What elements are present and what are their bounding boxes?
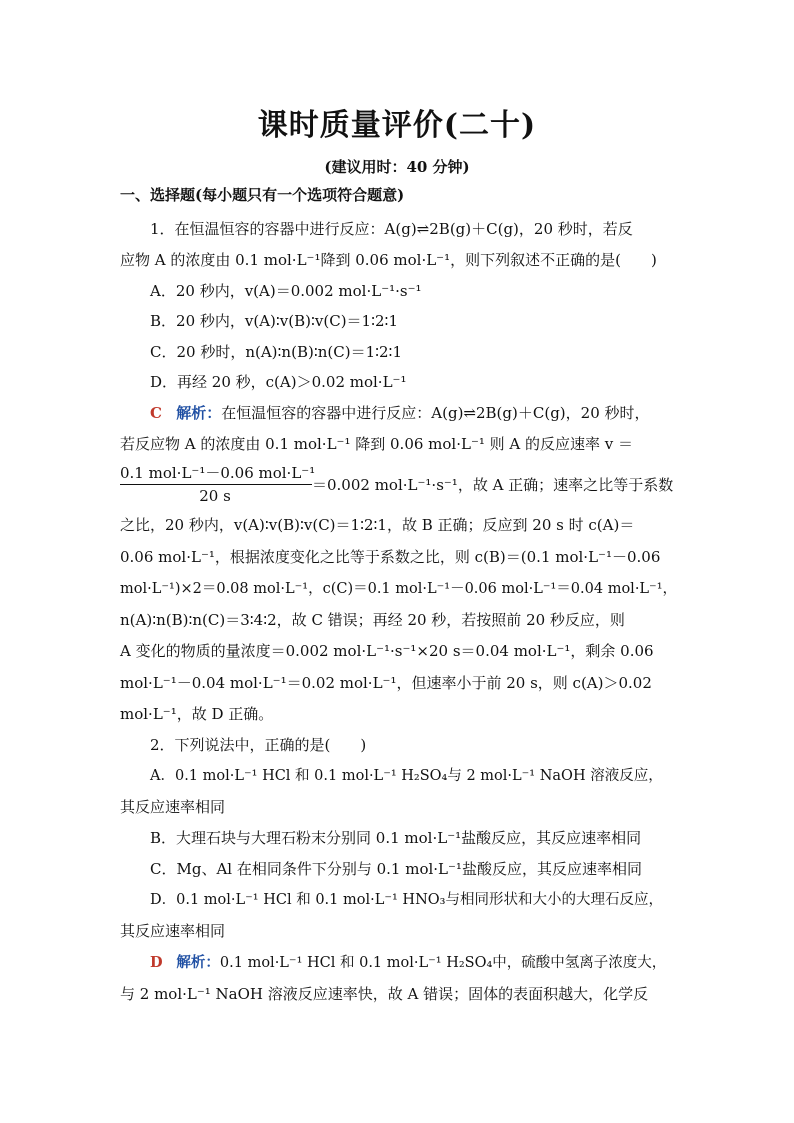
q1-analysis-line9: mol·L⁻¹－0.04 mol·L⁻¹＝0.02 mol·L⁻¹，但速率小于前 20 s，则 c(A)＞0.02 [120,674,652,692]
q2-option-a-line1: A．0.1 mol·L⁻¹ HCl 和 0.1 mol·L⁻¹ H₂SO₄与 2 mol·L⁻¹ NaOH 溶液反应， [150,768,663,784]
fraction-denominator: 20 s [199,487,231,505]
rate-fraction [120,462,316,505]
q1-stem-line2: 应物 A 的浓度由 0.1 mol·L⁻¹降到 0.06 mol·L⁻¹，则下列叙述不正确的是( ) [120,251,657,269]
section-heading: 一、选择题(每小题只有一个选项符合题意) [120,186,405,204]
q1-analysis-label: 解析： [176,404,222,422]
q2-analysis-line1 [150,953,676,973]
time-suggestion: (建议用时：40 分钟) [324,158,470,176]
q1-option-b: B．20 秒内，v(A)∶v(B)∶v(C)＝1∶2∶1 [150,312,398,330]
q2-answer: D [150,954,163,971]
q1-analysis-line6: mol·L⁻¹)×2＝0.08 mol·L⁻¹，c(C)＝0.1 mol·L⁻¹－0.06 mol·L⁻¹＝0.04 mol·L⁻¹， [120,581,678,597]
q2-option-d-line1: D．0.1 mol·L⁻¹ HCl 和 0.1 mol·L⁻¹ HNO₃与相同形状和大小的大理石反应， [150,892,663,908]
q1-analysis-line5: 0.06 mol·L⁻¹，根据浓度变化之比等于系数之比，则 c(B)＝(0.1 mol·L⁻¹－0.06 [120,548,661,566]
q2-analysis-line2: 与 2 mol·L⁻¹ NaOH 溶液反应速率快，故 A 错误；固体的表面积越大，化学反 [120,985,649,1003]
q2-option-d-line2: 其反应速率相同 [120,922,226,940]
page-title: 课时质量评价(二十) [257,108,537,143]
q1-stem-line1: 1．在恒温恒容的容器中进行反应：A(g)⇌2B(g)＋C(g)，20 秒时，若反 [150,220,633,238]
q1-analysis-line3: ＝0.002 mol·L⁻¹·s⁻¹，故 A 正确；速率之比等于系数 [312,476,674,494]
q1-analysis-line8: A 变化的物质的量浓度＝0.002 mol·L⁻¹·s⁻¹×20 s＝0.04 mol·L⁻¹，剩余 0.06 [120,642,654,660]
q2-analysis-label: 解析： [176,954,220,971]
q1-analysis-line2: 若反应物 A 的浓度由 0.1 mol·L⁻¹ 降到 0.06 mol·L⁻¹ 则 A 的反应速率 v ＝ [120,435,634,453]
q1-analysis-text1: 在恒温恒容的容器中进行反应：A(g)⇌2B(g)＋C(g)，20 秒时， [221,404,650,422]
q1-option-c: C．20 秒时，n(A)∶n(B)∶n(C)＝1∶2∶1 [150,343,403,361]
q2-option-a-line2: 其反应速率相同 [120,798,226,816]
q1-analysis-line7: n(A)∶n(B)∶n(C)＝3∶4∶2，故 C 错误；再经 20 秒，若按照前 20 秒反应，则 [120,611,625,629]
q1-option-a: A．20 秒内，v(A)＝0.002 mol·L⁻¹·s⁻¹ [150,282,422,300]
q2-option-b: B．大理石块与大理石粉末分别同 0.1 mol·L⁻¹盐酸反应，其反应速率相同 [150,829,642,847]
q1-analysis-line1 [150,403,676,423]
q1-option-d: D．再经 20 秒，c(A)＞0.02 mol·L⁻¹ [150,373,407,391]
q1-answer: C [150,404,162,422]
fraction-numerator: 0.1 mol·L⁻¹－0.06 mol·L⁻¹ [120,462,312,485]
q2-option-c: C．Mg、Al 在相同条件下分别与 0.1 mol·L⁻¹盐酸反应，其反应速率相同 [150,860,642,878]
q2-stem: 2．下列说法中，正确的是( ) [150,736,367,754]
q1-analysis-line10: mol·L⁻¹，故 D 正确。 [120,705,274,723]
q2-analysis-text1: 0.1 mol·L⁻¹ HCl 和 0.1 mol·L⁻¹ H₂SO₄中，硫酸中氢离子浓度大， [219,955,667,971]
q1-analysis-line4: 之比，20 秒内，v(A)∶v(B)∶v(C)＝1∶2∶1，故 B 正确；反应到 20 s 时 c(A)＝ [120,516,635,534]
